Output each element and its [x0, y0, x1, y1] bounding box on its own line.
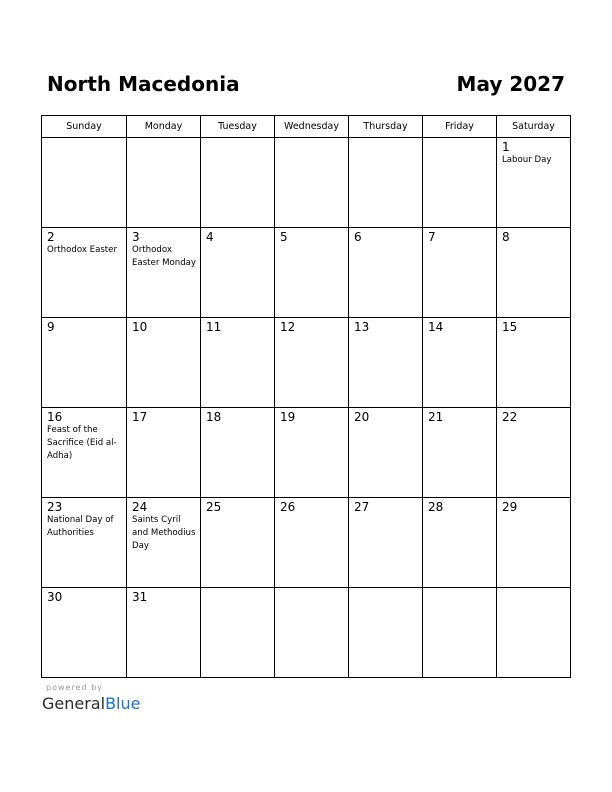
day-number: 5 [280, 230, 288, 244]
calendar-day-cell [201, 498, 275, 588]
calendar-day-cell [201, 228, 275, 318]
day-number: 11 [206, 320, 222, 334]
day-number: 8 [502, 230, 510, 244]
day-number: 3 [132, 230, 140, 244]
calendar-day-cell [127, 138, 201, 228]
calendar-day-cell [349, 498, 423, 588]
calendar-day-cell [201, 318, 275, 408]
weekday-header-row [42, 116, 571, 138]
calendar-day-cell [497, 408, 571, 498]
calendar-day-cell [127, 228, 201, 318]
calendar-day-cell [127, 408, 201, 498]
day-number: 27 [354, 500, 370, 514]
calendar-day-cell [275, 498, 349, 588]
day-number: 25 [206, 500, 222, 514]
calendar-day-cell [349, 138, 423, 228]
calendar-country-title: North Macedonia [47, 72, 240, 96]
calendar-day-cell [42, 228, 127, 318]
calendar-day-cell [497, 318, 571, 408]
calendar-day-cell [423, 588, 497, 678]
calendar-day-cell [349, 588, 423, 678]
calendar-day-cell [423, 408, 497, 498]
calendar-day-cell [497, 228, 571, 318]
day-number: 7 [428, 230, 436, 244]
weekday-header: Saturday [497, 116, 571, 138]
calendar-day-cell [423, 498, 497, 588]
day-number: 19 [280, 410, 296, 424]
generalblue-logo [42, 694, 140, 713]
calendar-day-cell [42, 318, 127, 408]
calendar-week-row [42, 228, 571, 318]
day-number: 24 [132, 500, 148, 514]
weekday-header: Tuesday [201, 116, 275, 138]
calendar-day-cell [423, 228, 497, 318]
day-number: 21 [428, 410, 444, 424]
calendar-week-row [42, 138, 571, 228]
calendar-day-cell [423, 138, 497, 228]
calendar-month-title: May 2027 [456, 72, 565, 96]
day-number: 1 [502, 140, 510, 154]
day-number: 30 [47, 590, 63, 604]
calendar-day-cell [42, 588, 127, 678]
day-number: 18 [206, 410, 222, 424]
holiday-label: National Day of Authorities [47, 515, 114, 538]
weekday-header: Friday [423, 116, 497, 138]
calendar-day-cell [275, 228, 349, 318]
calendar-day-cell [275, 408, 349, 498]
holiday-label: Labour Day [502, 155, 552, 165]
day-number: 14 [428, 320, 444, 334]
holiday-label: Feast of the Sacrifice (Eid al-Adha) [47, 425, 117, 461]
holiday-label: Saints Cyril and Methodius Day [132, 515, 196, 551]
calendar-week-row [42, 408, 571, 498]
day-number: 22 [502, 410, 518, 424]
calendar-day-cell [275, 138, 349, 228]
day-number: 26 [280, 500, 296, 514]
day-number: 4 [206, 230, 214, 244]
calendar-day-cell [497, 138, 571, 228]
powered-by-label: powered by [46, 683, 103, 692]
logo-general-text: General [42, 694, 106, 713]
day-number: 20 [354, 410, 370, 424]
calendar-day-cell [497, 588, 571, 678]
day-number: 28 [428, 500, 444, 514]
weekday-header: Monday [127, 116, 201, 138]
calendar-day-cell [349, 408, 423, 498]
calendar-day-cell [42, 498, 127, 588]
calendar-week-row [42, 498, 571, 588]
day-number: 9 [47, 320, 55, 334]
day-number: 2 [47, 230, 55, 244]
day-number: 16 [47, 410, 63, 424]
day-number: 6 [354, 230, 362, 244]
holiday-label: Orthodox Easter [47, 245, 118, 255]
weekday-header: Sunday [42, 116, 127, 138]
calendar-day-cell [349, 318, 423, 408]
calendar-day-cell [42, 138, 127, 228]
calendar-grid [41, 115, 571, 678]
calendar-day-cell [275, 588, 349, 678]
day-number: 12 [280, 320, 296, 334]
day-number: 23 [47, 500, 63, 514]
calendar-day-cell [127, 318, 201, 408]
calendar-day-cell [127, 498, 201, 588]
calendar-day-cell [201, 138, 275, 228]
day-number: 10 [132, 320, 148, 334]
calendar-day-cell [127, 588, 201, 678]
calendar-day-cell [42, 408, 127, 498]
weekday-header: Thursday [349, 116, 423, 138]
logo-blue-text: Blue [105, 694, 141, 713]
weekday-header: Wednesday [275, 116, 349, 138]
calendar-day-cell [423, 318, 497, 408]
day-number: 29 [502, 500, 518, 514]
holiday-label: Orthodox Easter Monday [132, 245, 197, 268]
calendar-day-cell [497, 498, 571, 588]
calendar-week-row [42, 318, 571, 408]
calendar-week-row [42, 588, 571, 678]
calendar-day-cell [275, 318, 349, 408]
day-number: 13 [354, 320, 370, 334]
calendar-day-cell [349, 228, 423, 318]
day-number: 31 [132, 590, 148, 604]
day-number: 15 [502, 320, 518, 334]
calendar-day-cell [201, 588, 275, 678]
calendar-day-cell [201, 408, 275, 498]
day-number: 17 [132, 410, 148, 424]
